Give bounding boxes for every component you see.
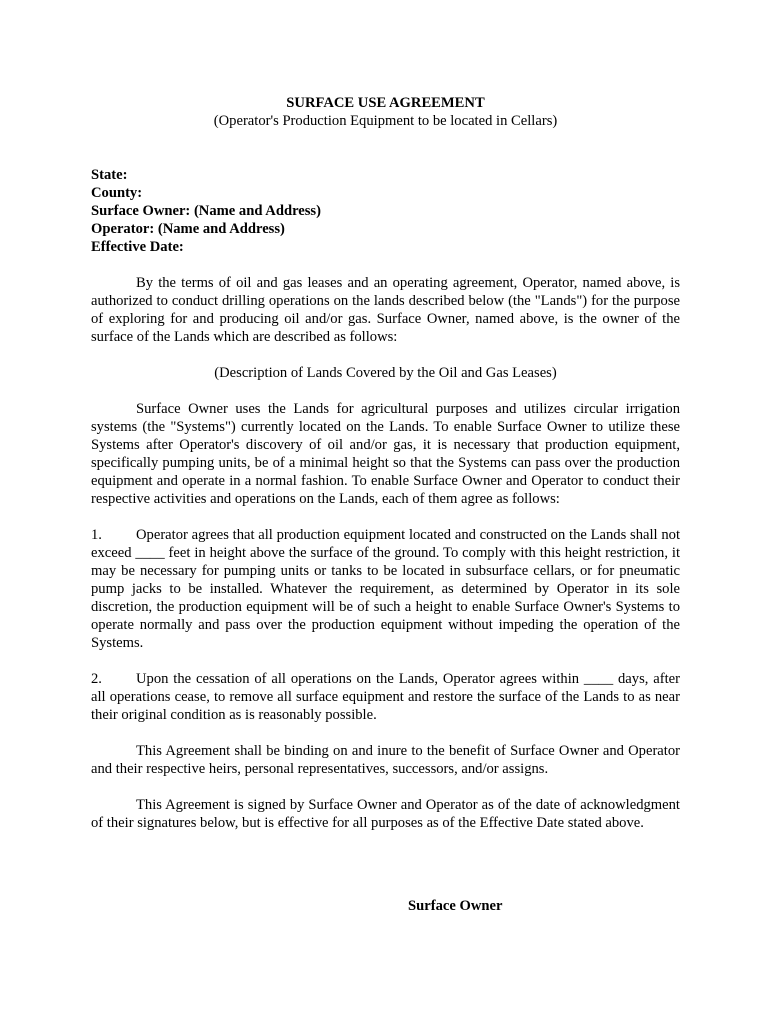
signed-paragraph: This Agreement is signed by Surface Owner and Operator as of the date of acknowledgment of their signatures below, but is effective for all purposes as of the Effective Date stated above. [91, 797, 680, 831]
clause-2 [91, 670, 680, 724]
document-body [91, 94, 680, 832]
field-operator: Operator: (Name and Address) [91, 221, 285, 237]
document-title: SURFACE USE AGREEMENT [286, 95, 485, 111]
field-surface-owner: Surface Owner: (Name and Address) [91, 203, 321, 219]
clause-1 [91, 526, 680, 652]
clause-1-text: Operator agrees that all production equipment located and constructed on the Lands shall not exceed ____ feet in height above the surface of the ground. To comply with this height restriction, it may be necessary for pumping units or tanks to be located in subsurface cellars, or for pneumatic pump jacks to be installed. Whatever the requirement, as determined by Operator in its sole discretion, the production equipment will be of such a height to enable Surface Owner's Systems to operate normally and pass over the production equipment without impeding the operation of the Systems. [91, 527, 680, 651]
binding-paragraph: This Agreement shall be binding on and inure to the benefit of Surface Owner and Operator and their respective heirs, personal representatives, successors, and/or assigns. [91, 743, 680, 777]
field-state: State: [91, 167, 128, 183]
lands-description: (Description of Lands Covered by the Oil and Gas Leases) [214, 365, 557, 381]
signature-label: Surface Owner [408, 898, 503, 914]
intro-paragraph: By the terms of oil and gas leases and an operating agreement, Operator, named above, is authorized to conduct drilling operations on the lands described below (the "Lands") for the purpose of exploring for and producing oil and/or gas. Surface Owner, named above, is the owner of the surface of the Lands which are described as follows: [91, 275, 680, 345]
header-fields [91, 166, 680, 256]
clause-2-text: Upon the cessation of all operations on the Lands, Operator agrees within ____ days, after all operations cease, to remove all surface equipment and restore the surface of the Lands to as near their original condition as is reasonably possible. [91, 671, 680, 723]
clause-1-number: 1. [91, 527, 102, 543]
systems-paragraph: Surface Owner uses the Lands for agricultural purposes and utilizes circular irrigation systems (the "Systems") currently located on the Lands. To enable Surface Owner to utilize these Systems after Operator's discovery of oil and/or gas, it is necessary that production equipment, specifically pumping units, be of a minimal height so that the Systems can pass over the production equipment and operate in a normal fashion. To enable Surface Owner and Operator to conduct their respective activities and operations on the Lands, each of them agree as follows: [91, 401, 680, 507]
field-county: County: [91, 185, 143, 201]
field-effective-date: Effective Date: [91, 239, 184, 255]
document-subtitle: (Operator's Production Equipment to be located in Cellars) [213, 113, 558, 129]
clause-2-number: 2. [91, 671, 102, 687]
